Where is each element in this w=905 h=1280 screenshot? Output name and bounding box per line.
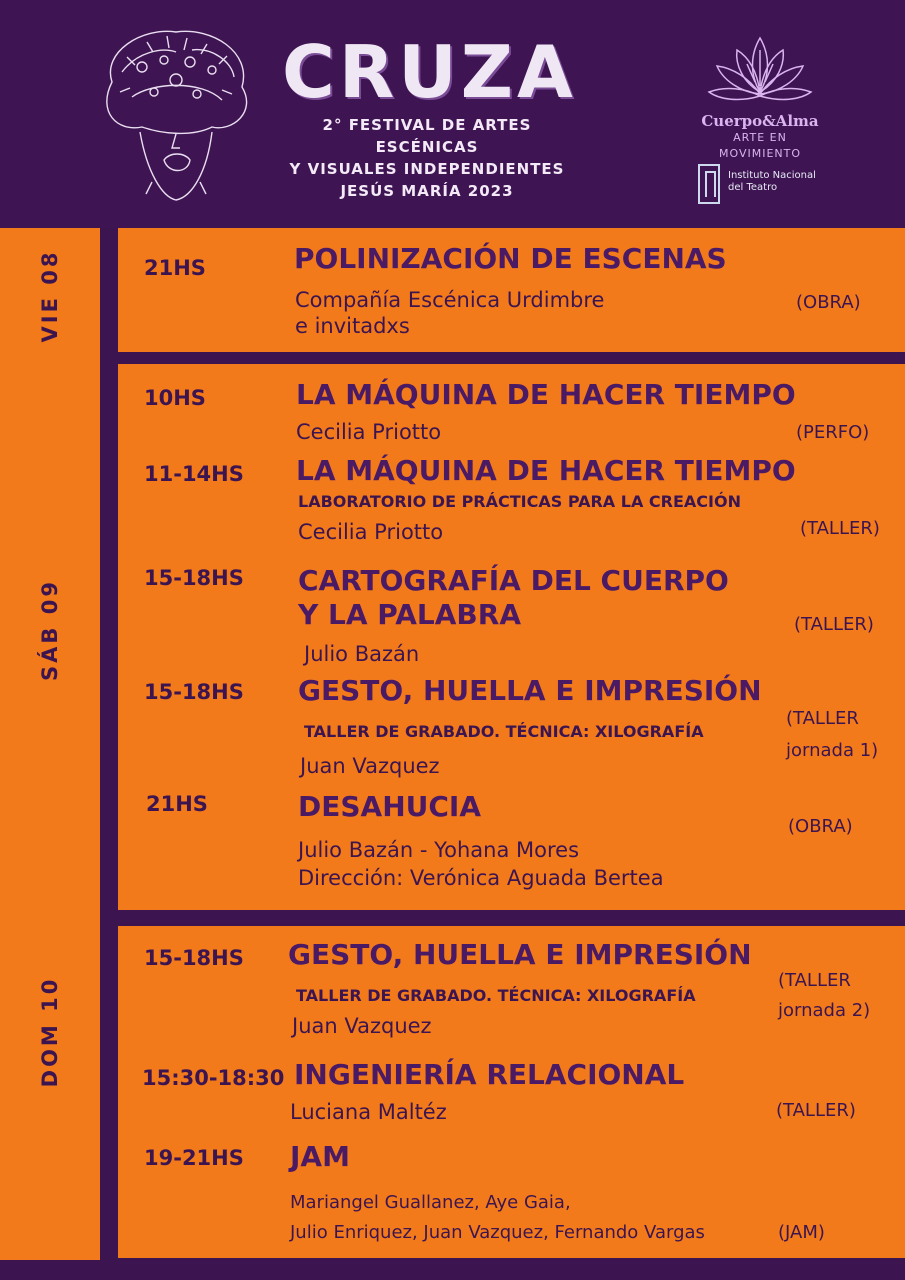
day-panel-sab: [118, 364, 905, 910]
festival-subtitle-1: 2° FESTIVAL DE ARTES ESCÉNICAS: [322, 116, 532, 156]
event-time: 19-21HS: [144, 1146, 244, 1170]
event-title: LA MÁQUINA DE HACER TIEMPO: [296, 378, 796, 411]
event-title: LA MÁQUINA DE HACER TIEMPO: [296, 454, 796, 487]
event-title: DESAHUCIA: [298, 790, 482, 823]
event-time: 15-18HS: [144, 680, 244, 704]
event-time: 10HS: [144, 386, 206, 410]
face-illustration-icon: [92, 22, 260, 212]
event-title: Y LA PALABRA: [298, 598, 521, 631]
festival-title: CRUZA: [282, 30, 577, 114]
event-type: (TALLER: [786, 708, 859, 729]
festival-brand: [282, 30, 577, 202]
event-people: Cecilia Priotto: [296, 420, 442, 444]
event-type: (JAM): [778, 1222, 825, 1243]
festival-subtitle-2: Y VISUALES INDEPENDIENTES: [289, 160, 565, 178]
festival-header: [0, 0, 905, 228]
event-people: Juan Vazquez: [292, 1014, 432, 1038]
event-people: Cecilia Priotto: [298, 520, 444, 544]
event-type: (TALLER: [778, 970, 851, 991]
cuerpo-alma-logo: [690, 30, 830, 162]
event-time: 15:30-18:30: [142, 1066, 285, 1090]
event-people: Luciana Maltéz: [290, 1100, 447, 1124]
event-type: (OBRA): [796, 292, 861, 313]
event-type: (OBRA): [788, 816, 853, 837]
event-title: GESTO, HUELLA E IMPRESIÓN: [298, 674, 762, 707]
festival-subtitle-3: JESÚS MARÍA 2023: [340, 182, 514, 200]
event-time: 15-18HS: [144, 946, 244, 970]
event-type: (PERFO): [796, 422, 870, 443]
instituto-nacional-teatro-logo: [698, 164, 816, 204]
event-type: jornada 2): [778, 1000, 871, 1021]
event-people: Juan Vazquez: [300, 754, 440, 778]
day-panel-vie: [118, 228, 905, 352]
event-type: (TALLER): [800, 518, 880, 539]
event-subtitle: TALLER DE GRABADO. TÉCNICA: XILOGRAFÍA: [296, 986, 696, 1005]
lotus-icon: [705, 30, 815, 110]
event-time: 11-14HS: [144, 462, 244, 486]
event-people: Julio Bazán: [304, 642, 420, 666]
event-title: POLINIZACIÓN DE ESCENAS: [294, 242, 727, 275]
int-logo-icon: [698, 164, 720, 204]
event-people: Julio Bazán - Yohana Mores: [298, 838, 580, 862]
institute-line-2: del Teatro: [728, 182, 778, 193]
event-people: Compañía Escénica Urdimbre: [295, 288, 605, 312]
event-title: GESTO, HUELLA E IMPRESIÓN: [288, 938, 752, 971]
day-label-sab: SÁB 09: [38, 579, 62, 681]
day-label-vie: VIE 08: [38, 249, 62, 343]
sponsor-tagline: ARTE EN MOVIMIENTO: [718, 131, 801, 160]
event-subtitle: TALLER DE GRABADO. TÉCNICA: XILOGRAFÍA: [304, 722, 704, 741]
event-title: INGENIERÍA RELACIONAL: [294, 1058, 685, 1091]
day-panel-dom: [118, 926, 905, 1258]
event-time: 21HS: [146, 792, 208, 816]
institute-name: [728, 170, 816, 194]
day-label-dom: DOM 10: [38, 976, 62, 1088]
event-subtitle: LABORATORIO DE PRÁCTICAS PARA LA CREACIÓN: [298, 492, 741, 511]
event-type: (TALLER): [794, 614, 874, 635]
event-type: jornada 1): [786, 740, 879, 761]
event-time: 15-18HS: [144, 566, 244, 590]
event-time: 21HS: [144, 256, 206, 280]
day-sidebar: [0, 228, 100, 1260]
sponsor-name: Cuerpo&Alma: [701, 112, 819, 130]
sidebar-divider: [100, 228, 117, 1280]
event-people: e invitadxs: [295, 314, 410, 338]
event-title: CARTOGRAFÍA DEL CUERPO: [298, 564, 729, 597]
event-title: JAM: [290, 1140, 350, 1173]
event-people: Dirección: Verónica Aguada Bertea: [298, 866, 664, 890]
institute-line-1: Instituto Nacional: [728, 170, 816, 181]
event-type: (TALLER): [776, 1100, 856, 1121]
event-people: Julio Enriquez, Juan Vazquez, Fernando Vargas: [290, 1222, 705, 1243]
event-people: Mariangel Guallanez, Aye Gaia,: [290, 1192, 571, 1213]
